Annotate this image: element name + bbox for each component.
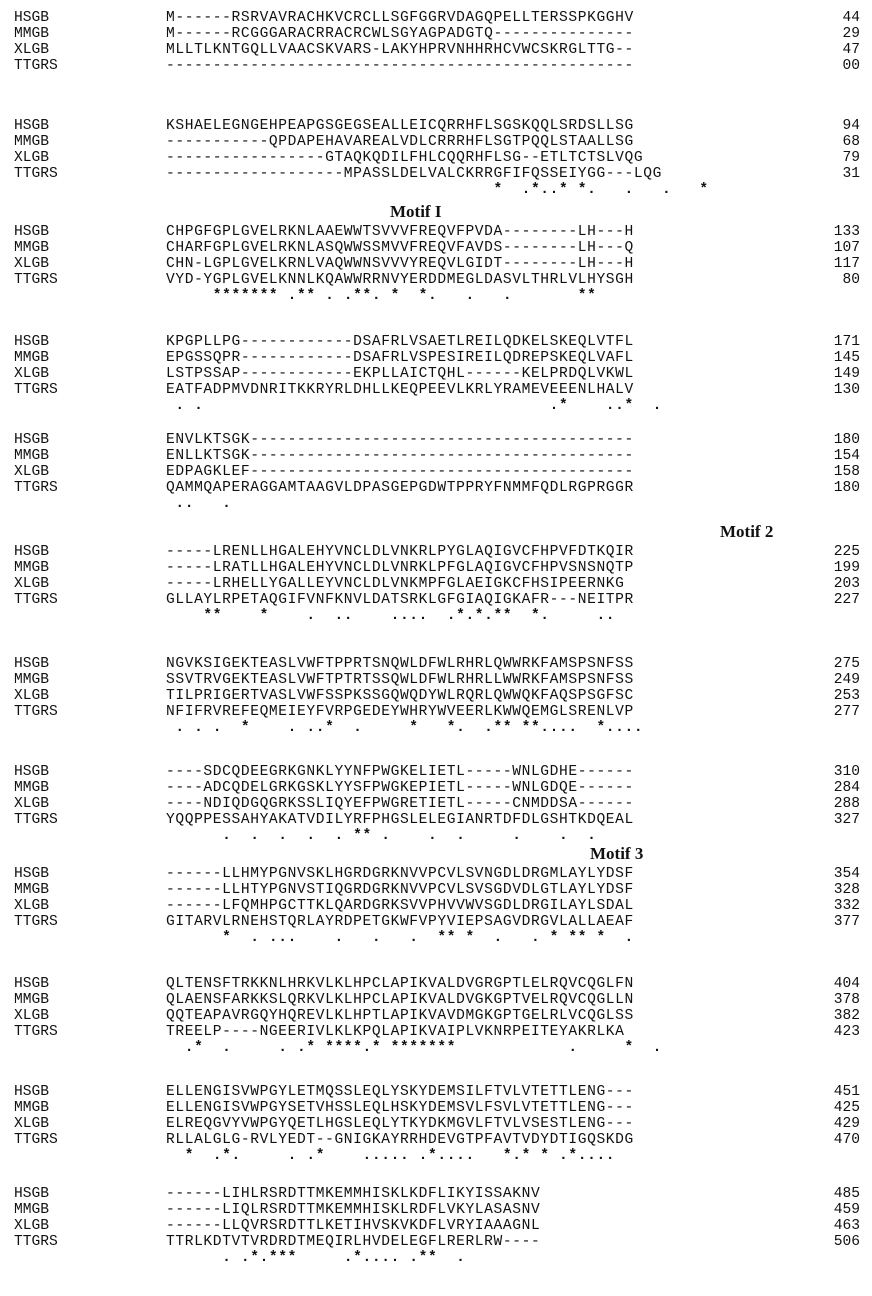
alignment-block xyxy=(0,522,872,638)
residue-count: 145 xyxy=(833,350,860,366)
residue-count: 31 xyxy=(842,166,860,182)
sequence-row xyxy=(0,150,872,166)
residue-count: 149 xyxy=(833,366,860,382)
conservation-line xyxy=(0,720,872,736)
sequence-row xyxy=(0,118,872,134)
sequence-text: ------LLQVRSRDTTLKETIHVSKVKDFLVRYIAAAGNL xyxy=(166,1218,541,1234)
sequence-text: ENLLKTSGK----------------------------------------- xyxy=(166,448,634,464)
sequence-row xyxy=(0,240,872,256)
conservation-line xyxy=(0,1250,872,1266)
alignment-block xyxy=(0,334,872,444)
sequence-text: ----ADCQDELGRKGSKLYYSFPWGKEPIETL-----WNLGDQE------ xyxy=(166,780,634,796)
sequence-text: CHPGFGPLGVELRKNLAAEWWTSVVVFREQVFPVDA--------LH---H xyxy=(166,224,634,240)
residue-count: 423 xyxy=(833,1024,860,1040)
sequence-row xyxy=(0,256,872,272)
sequence-row xyxy=(0,1202,872,1218)
sequence-text: KSHAELEGNGEHPEAPGSGEGSEALLEICQRRHFLSGSKQQLSRDSLLSG xyxy=(166,118,634,134)
residue-count: 130 xyxy=(833,382,860,398)
species-label: TTGRS xyxy=(14,812,58,828)
residue-count: 425 xyxy=(833,1100,860,1116)
residue-count: 203 xyxy=(833,576,860,592)
species-label: MMGB xyxy=(14,1202,50,1218)
residue-count: 107 xyxy=(833,240,860,256)
sequence-row xyxy=(0,1100,872,1116)
sequence-text: -------------------------------------------------- xyxy=(166,58,634,74)
sequence-row xyxy=(0,866,872,882)
residue-count: 327 xyxy=(833,812,860,828)
residue-count: 29 xyxy=(842,26,860,42)
sequence-text: M------RSRVAVRACHKVCRCLLSGFGGRVDAGQPELLTERSSPKGGHV xyxy=(166,10,634,26)
sequence-row xyxy=(0,432,872,448)
sequence-text: GLLAYLRPETAQGIFVNFKNVLDATSRKLGFGIAQIGKAFR---NEITPR xyxy=(166,592,634,608)
species-label: TTGRS xyxy=(14,382,58,398)
sequence-row xyxy=(0,992,872,1008)
sequence-text: RLLALGLG-RVLYEDT--GNIGKAYRRHDEVGTPFAVTVDYDTIGQSKDG xyxy=(166,1132,634,1148)
motif-label: Motif I xyxy=(390,202,442,221)
sequence-row xyxy=(0,10,872,26)
alignment-block xyxy=(0,202,872,318)
residue-count: 253 xyxy=(833,688,860,704)
sequence-text: EPGSSQPR------------DSAFRLVSPESIREILQDREPSKEQLVAFL xyxy=(166,350,634,366)
sequence-row xyxy=(0,334,872,350)
residue-count: 328 xyxy=(833,882,860,898)
species-label: HSGB xyxy=(14,10,50,26)
sequence-row xyxy=(0,1084,872,1100)
sequence-row xyxy=(0,1132,872,1148)
residue-count: 47 xyxy=(842,42,860,58)
residue-count: 68 xyxy=(842,134,860,150)
sequence-row xyxy=(0,464,872,480)
residue-count: 79 xyxy=(842,150,860,166)
residue-count: 470 xyxy=(833,1132,860,1148)
species-label: HSGB xyxy=(14,118,50,134)
conservation-symbols: * . ... . . . ** * . . * ** * . xyxy=(166,930,634,946)
species-label: MMGB xyxy=(14,26,50,42)
residue-count: 171 xyxy=(833,334,860,350)
residue-count: 180 xyxy=(833,480,860,496)
sequence-text: -----------QPDAPEHAVAREALVDLCRRRHFLSGTPQQLSTAALLSG xyxy=(166,134,634,150)
species-label: XLGB xyxy=(14,256,50,272)
species-label: XLGB xyxy=(14,1218,50,1234)
conservation-symbols: ******* .** . .**. * *. . . ** xyxy=(166,288,597,304)
residue-count: 463 xyxy=(833,1218,860,1234)
conservation-line xyxy=(0,74,872,90)
residue-count: 180 xyxy=(833,432,860,448)
residue-count: 249 xyxy=(833,672,860,688)
conservation-symbols: . .*.*** .*.... .** . xyxy=(166,1250,466,1266)
sequence-text: ELREQGVYVWPGYQETLHGSLEQLYTKYDKMGVLFTVLVSESTLENG--- xyxy=(166,1116,634,1132)
sequence-text: GITARVLRNEHSTQRLAYRDPETGKWFVPYVIEPSAGVDRGVLALLAEAF xyxy=(166,914,634,930)
sequence-text: M------RCGGGARACRRACRCWLSGYAGPADGTQ--------------- xyxy=(166,26,634,42)
sequence-text: ------LFQMHPGCTTKLQARDGRKSVVPHVVWVSGDLDRGILAYLSDAL xyxy=(166,898,634,914)
species-label: HSGB xyxy=(14,764,50,780)
conservation-symbols: . . . * . ..* . * *. .** **.... *.... xyxy=(166,720,644,736)
alignment-block xyxy=(0,976,872,1086)
sequence-row xyxy=(0,1234,872,1250)
species-label: MMGB xyxy=(14,560,50,576)
sequence-text: NGVKSIGEKTEASLVWFTPPRTSNQWLDFWLRHRLQWWRKFAMSPSNFSS xyxy=(166,656,634,672)
sequence-text: ------LLHMYPGNVSKLHGRDGRKNVVPCVLSVNGDLDRGMLAYLYDSF xyxy=(166,866,634,882)
alignment-block xyxy=(0,844,872,960)
sequence-text: CHN-LGPLGVELKRNLVAQWWNSVVVYREQVLGIDT--------LH---H xyxy=(166,256,634,272)
sequence-text: TREELP----NGEERIVLKLKPQLAPIKVAIPLVKNRPEITEYAKRLKA xyxy=(166,1024,625,1040)
sequence-text: ------LLHTYPGNVSTIQGRDGRKNVVPCVLSVSGDVDLGTLAYLYDSF xyxy=(166,882,634,898)
residue-count: 506 xyxy=(833,1234,860,1250)
species-label: XLGB xyxy=(14,796,50,812)
sequence-row xyxy=(0,592,872,608)
sequence-row xyxy=(0,42,872,58)
species-label: XLGB xyxy=(14,576,50,592)
species-label: HSGB xyxy=(14,432,50,448)
alignment-block xyxy=(0,1084,872,1194)
sequence-row xyxy=(0,224,872,240)
sequence-text: TILPRIGERTVASLVWFSSPKSSGQWQDYWLRQRLQWWQKFAQSPSGFSC xyxy=(166,688,634,704)
sequence-text: EATFADPMVDNRITKKRYRLDHLLKEQPEEVLKRLYRAMEVEEENLHALV xyxy=(166,382,634,398)
species-label: MMGB xyxy=(14,240,50,256)
species-label: TTGRS xyxy=(14,480,58,496)
residue-count: 277 xyxy=(833,704,860,720)
residue-count: 275 xyxy=(833,656,860,672)
species-label: HSGB xyxy=(14,334,50,350)
species-label: HSGB xyxy=(14,1084,50,1100)
conservation-line xyxy=(0,182,872,198)
species-label: XLGB xyxy=(14,1116,50,1132)
sequence-row xyxy=(0,480,872,496)
residue-count: 354 xyxy=(833,866,860,882)
conservation-symbols: ** * . .. .... .*.*.** *. .. xyxy=(166,608,616,624)
residue-count: 117 xyxy=(833,256,860,272)
sequence-row xyxy=(0,350,872,366)
sequence-text: QAMMQAPERAGGAMTAAGVLDPASGEPGDWTPPRYFNMMFQDLRGPRGGR xyxy=(166,480,634,496)
sequence-text: CHARFGPLGVELRKNLASQWWSSMVVFREQVFAVDS--------LH---Q xyxy=(166,240,634,256)
sequence-row xyxy=(0,166,872,182)
sequence-row xyxy=(0,672,872,688)
species-label: TTGRS xyxy=(14,166,58,182)
residue-count: 378 xyxy=(833,992,860,1008)
sequence-text: QLAENSFARKKSLQRKVLKLHPCLAPIKVALDVGKGPTVELRQVCQGLLN xyxy=(166,992,634,1008)
sequence-row xyxy=(0,560,872,576)
species-label: HSGB xyxy=(14,976,50,992)
sequence-text: -----LRENLLHGALEHYVNCLDLVNKRLPYGLAQIGVCFHPVFDTKQIR xyxy=(166,544,634,560)
residue-count: 288 xyxy=(833,796,860,812)
species-label: TTGRS xyxy=(14,1024,58,1040)
sequence-row xyxy=(0,976,872,992)
sequence-text: ------LIHLRSRDTTMKEMMHISKLKDFLIKYISSAKNV xyxy=(166,1186,541,1202)
species-label: TTGRS xyxy=(14,1234,58,1250)
sequence-text: QLTENSFTRKKNLHRKVLKLHPCLAPIKVALDVGRGPTLELRQVCQGLFN xyxy=(166,976,634,992)
species-label: HSGB xyxy=(14,866,50,882)
residue-count: 404 xyxy=(833,976,860,992)
residue-count: 225 xyxy=(833,544,860,560)
conservation-line xyxy=(0,608,872,624)
conservation-symbols: * .*..* *. . . * xyxy=(166,182,709,198)
conservation-symbols: .. . xyxy=(166,496,232,512)
residue-count: 158 xyxy=(833,464,860,480)
sequence-row xyxy=(0,576,872,592)
species-label: XLGB xyxy=(14,1008,50,1024)
conservation-line xyxy=(0,288,872,304)
residue-count: 44 xyxy=(842,10,860,26)
sequence-text: VYD-YGPLGVELKNNLKQAWWRRNVYERDDMEGLDASVLTHRLVLHYSGH xyxy=(166,272,634,288)
residue-count: 199 xyxy=(833,560,860,576)
sequence-row xyxy=(0,656,872,672)
sequence-row xyxy=(0,382,872,398)
conservation-symbols: * .*. . .* ..... .*.... *.* * .*.... xyxy=(166,1148,616,1164)
species-label: MMGB xyxy=(14,350,50,366)
species-label: XLGB xyxy=(14,464,50,480)
residue-count: 00 xyxy=(842,58,860,74)
residue-count: 310 xyxy=(833,764,860,780)
sequence-text: -----LRHELLYGALLEYVNCLDLVNKMPFGLAEIGKCFHSIPEERNKG xyxy=(166,576,625,592)
conservation-symbols: .* . . .* ****.* ******* . * . xyxy=(166,1040,662,1056)
residue-count: 284 xyxy=(833,780,860,796)
sequence-row xyxy=(0,366,872,382)
species-label: XLGB xyxy=(14,898,50,914)
residue-count: 377 xyxy=(833,914,860,930)
alignment-block xyxy=(0,10,872,120)
sequence-row xyxy=(0,812,872,828)
sequence-text: -----------------GTAQKQDILFHLCQQRHFLSG--ETLTCTSLVQG xyxy=(166,150,644,166)
species-label: MMGB xyxy=(14,780,50,796)
species-label: XLGB xyxy=(14,150,50,166)
conservation-symbols: . . .* ..* . xyxy=(166,398,662,414)
sequence-row xyxy=(0,26,872,42)
sequence-text: YQQPPESSAHYAKATVDILYRFPHGSLELEGIANRTDFDLGSHTKDQEAL xyxy=(166,812,634,828)
sequence-text: KPGPLLPG------------DSAFRLVSAETLREILQDKELSKEQLVTFL xyxy=(166,334,634,350)
sequence-row xyxy=(0,58,872,74)
conservation-line xyxy=(0,930,872,946)
conservation-symbols: . . . . . ** . . . . . . xyxy=(166,828,597,844)
sequence-text: EDPAGKLEF----------------------------------------- xyxy=(166,464,634,480)
species-label: TTGRS xyxy=(14,592,58,608)
residue-count: 451 xyxy=(833,1084,860,1100)
sequence-text: LSTPSSAP------------EKPLLAICTQHL------KELPRDQLVKWL xyxy=(166,366,634,382)
sequence-text: ELLENGISVWPGYSETVHSSLEQLHSKYDEMSVLFSVLVTETTLENG--- xyxy=(166,1100,634,1116)
conservation-line xyxy=(0,828,872,844)
sequence-text: ELLENGISVWPGYLETMQSSLEQLYSKYDEMSILFTVLVTETTLENG--- xyxy=(166,1084,634,1100)
sequence-row xyxy=(0,1024,872,1040)
species-label: HSGB xyxy=(14,224,50,240)
species-label: HSGB xyxy=(14,656,50,672)
species-label: TTGRS xyxy=(14,914,58,930)
sequence-row xyxy=(0,134,872,150)
sequence-row xyxy=(0,544,872,560)
sequence-row xyxy=(0,272,872,288)
sequence-row xyxy=(0,764,872,780)
sequence-text: ----NDIQDGQGRKSSLIQYEFPWGRETIETL-----CNMDDSA------ xyxy=(166,796,634,812)
sequence-row xyxy=(0,1186,872,1202)
sequence-row xyxy=(0,704,872,720)
species-label: HSGB xyxy=(14,544,50,560)
residue-count: 94 xyxy=(842,118,860,134)
conservation-line xyxy=(0,398,872,414)
sequence-row xyxy=(0,688,872,704)
residue-count: 459 xyxy=(833,1202,860,1218)
species-label: XLGB xyxy=(14,366,50,382)
species-label: HSGB xyxy=(14,1186,50,1202)
motif-label: Motif 2 xyxy=(720,522,774,541)
residue-count: 80 xyxy=(842,272,860,288)
sequence-text: SSVTRVGEKTEASLVWFTPTRTSSQWLDFWLRHRLLWWRKFAMSPSNFSS xyxy=(166,672,634,688)
species-label: TTGRS xyxy=(14,272,58,288)
sequence-row xyxy=(0,898,872,914)
residue-count: 154 xyxy=(833,448,860,464)
residue-count: 382 xyxy=(833,1008,860,1024)
residue-count: 429 xyxy=(833,1116,860,1132)
sequence-text: QQTEAPAVRGQYHQREVLKLHPTLAPIKVAVDMGKGPTGELRLVCQGLSS xyxy=(166,1008,634,1024)
sequence-row xyxy=(0,780,872,796)
conservation-line xyxy=(0,496,872,512)
sequence-row xyxy=(0,1218,872,1234)
conservation-line xyxy=(0,1148,872,1164)
species-label: MMGB xyxy=(14,448,50,464)
sequence-text: ------LIQLRSRDTTMKEMMHISKLRDFLVKYLASASNV xyxy=(166,1202,541,1218)
species-label: TTGRS xyxy=(14,1132,58,1148)
sequence-text: ----SDCQDEEGRKGNKLYYNFPWGKELIETL-----WNLGDHE------ xyxy=(166,764,634,780)
sequence-text: ENVLKTSGK----------------------------------------- xyxy=(166,432,634,448)
sequence-row xyxy=(0,882,872,898)
sequence-row xyxy=(0,796,872,812)
species-label: XLGB xyxy=(14,688,50,704)
species-label: MMGB xyxy=(14,882,50,898)
species-label: MMGB xyxy=(14,672,50,688)
motif-label: Motif 3 xyxy=(590,844,644,863)
sequence-text: NFIFRVREFEQMEIEYFVRPGEDEYWHRYWVEERLKWWQEMGLSRENLVP xyxy=(166,704,634,720)
residue-count: 332 xyxy=(833,898,860,914)
sequence-text: MLLTLKNTGQLLVAACSKVARS-LAKYHPRVNHHRHCVWCSKRGLTTG-- xyxy=(166,42,634,58)
sequence-row xyxy=(0,1008,872,1024)
species-label: MMGB xyxy=(14,1100,50,1116)
species-label: MMGB xyxy=(14,134,50,150)
sequence-row xyxy=(0,1116,872,1132)
sequence-text: -----LRATLLHGALEHYVNCLDLVNRKLPFGLAQIGVCFHPVSNSNQTP xyxy=(166,560,634,576)
sequence-text: -------------------MPASSLDELVALCKRRGFIFQSSEIYGG---LQG xyxy=(166,166,662,182)
residue-count: 485 xyxy=(833,1186,860,1202)
sequence-text: TTRLKDTVTVRDRDTMEQIRLHVDELEGFLRERLRW---- xyxy=(166,1234,541,1250)
sequence-row xyxy=(0,914,872,930)
residue-count: 227 xyxy=(833,592,860,608)
alignment-block xyxy=(0,656,872,766)
species-label: TTGRS xyxy=(14,58,58,74)
residue-count: 133 xyxy=(833,224,860,240)
species-label: XLGB xyxy=(14,42,50,58)
species-label: TTGRS xyxy=(14,704,58,720)
sequence-row xyxy=(0,448,872,464)
conservation-line xyxy=(0,1040,872,1056)
species-label: MMGB xyxy=(14,992,50,1008)
